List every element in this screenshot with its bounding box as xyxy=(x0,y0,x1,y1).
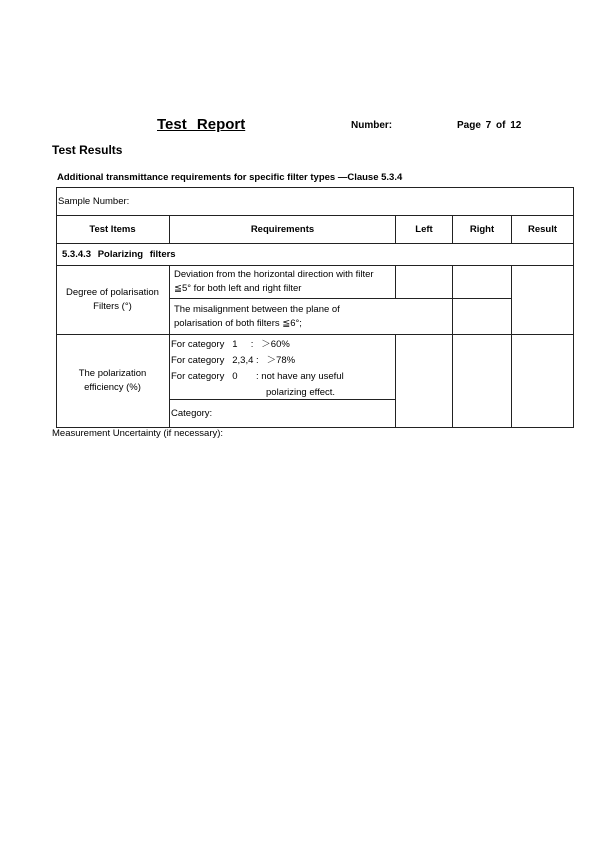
header-requirements: Requirements xyxy=(250,223,315,235)
category-0-text-cont: polarizing effect. xyxy=(171,387,336,398)
row1-req2-line1: The misalignment between the plane of xyxy=(174,303,340,315)
row2-item-line2: efficiency (%) xyxy=(84,382,141,393)
results-table xyxy=(56,187,574,428)
row1-req2-line2: polarisation of both filters ≦6°; xyxy=(174,317,302,329)
header-result: Result xyxy=(527,223,558,235)
section-title: Test Results xyxy=(52,143,123,157)
row1-requirement-1 xyxy=(170,266,395,298)
category-0-text: For category 0 : not have any useful xyxy=(171,371,344,382)
vrule-left xyxy=(452,265,453,427)
header-test-items: Test Items xyxy=(89,223,136,235)
row1-item-line1: Degree of polarisation xyxy=(66,287,159,298)
vrule-req-row1a xyxy=(395,265,396,299)
header-left: Left xyxy=(415,223,433,235)
header-right: Right xyxy=(469,223,495,235)
row1-test-item xyxy=(56,266,169,334)
category-1-text: For category 1 : ＞60% xyxy=(171,339,290,350)
row2-requirement xyxy=(170,335,395,399)
report-header xyxy=(0,116,600,136)
row1-req1-line1: Deviation from the horizontal direction with filter xyxy=(174,269,374,280)
category-234-text: For category 2,3,4 : ＞78% xyxy=(171,355,296,366)
row2-test-item xyxy=(56,335,169,427)
vrule-result xyxy=(511,265,512,427)
measurement-uncertainty: Measurement Uncertainty (if necessary): xyxy=(52,428,224,439)
row1-item-line2: Filters (°) xyxy=(93,301,132,312)
row2-item-line1: The polarization xyxy=(78,368,147,379)
report-title: Test Report xyxy=(157,116,246,133)
subsection-title: 5.3.4.3 Polarizing filters xyxy=(62,248,176,260)
row1-req1-line2: ≦5° for both left and right filter xyxy=(174,283,302,294)
table-border-right xyxy=(573,187,574,428)
report-number-label: Number: xyxy=(351,120,393,131)
page-indicator: Page 7 of 12 xyxy=(457,120,522,131)
category-label: Category: xyxy=(171,407,213,419)
row1-requirement-2 xyxy=(170,299,395,334)
vrule-req-row2 xyxy=(395,334,396,427)
clause-title: Additional transmittance requirements for specific filter types —Clause 5.3.4 xyxy=(57,172,403,183)
rule-row1-leftright xyxy=(452,298,512,299)
sample-number-label: Sample Number: xyxy=(58,195,130,207)
